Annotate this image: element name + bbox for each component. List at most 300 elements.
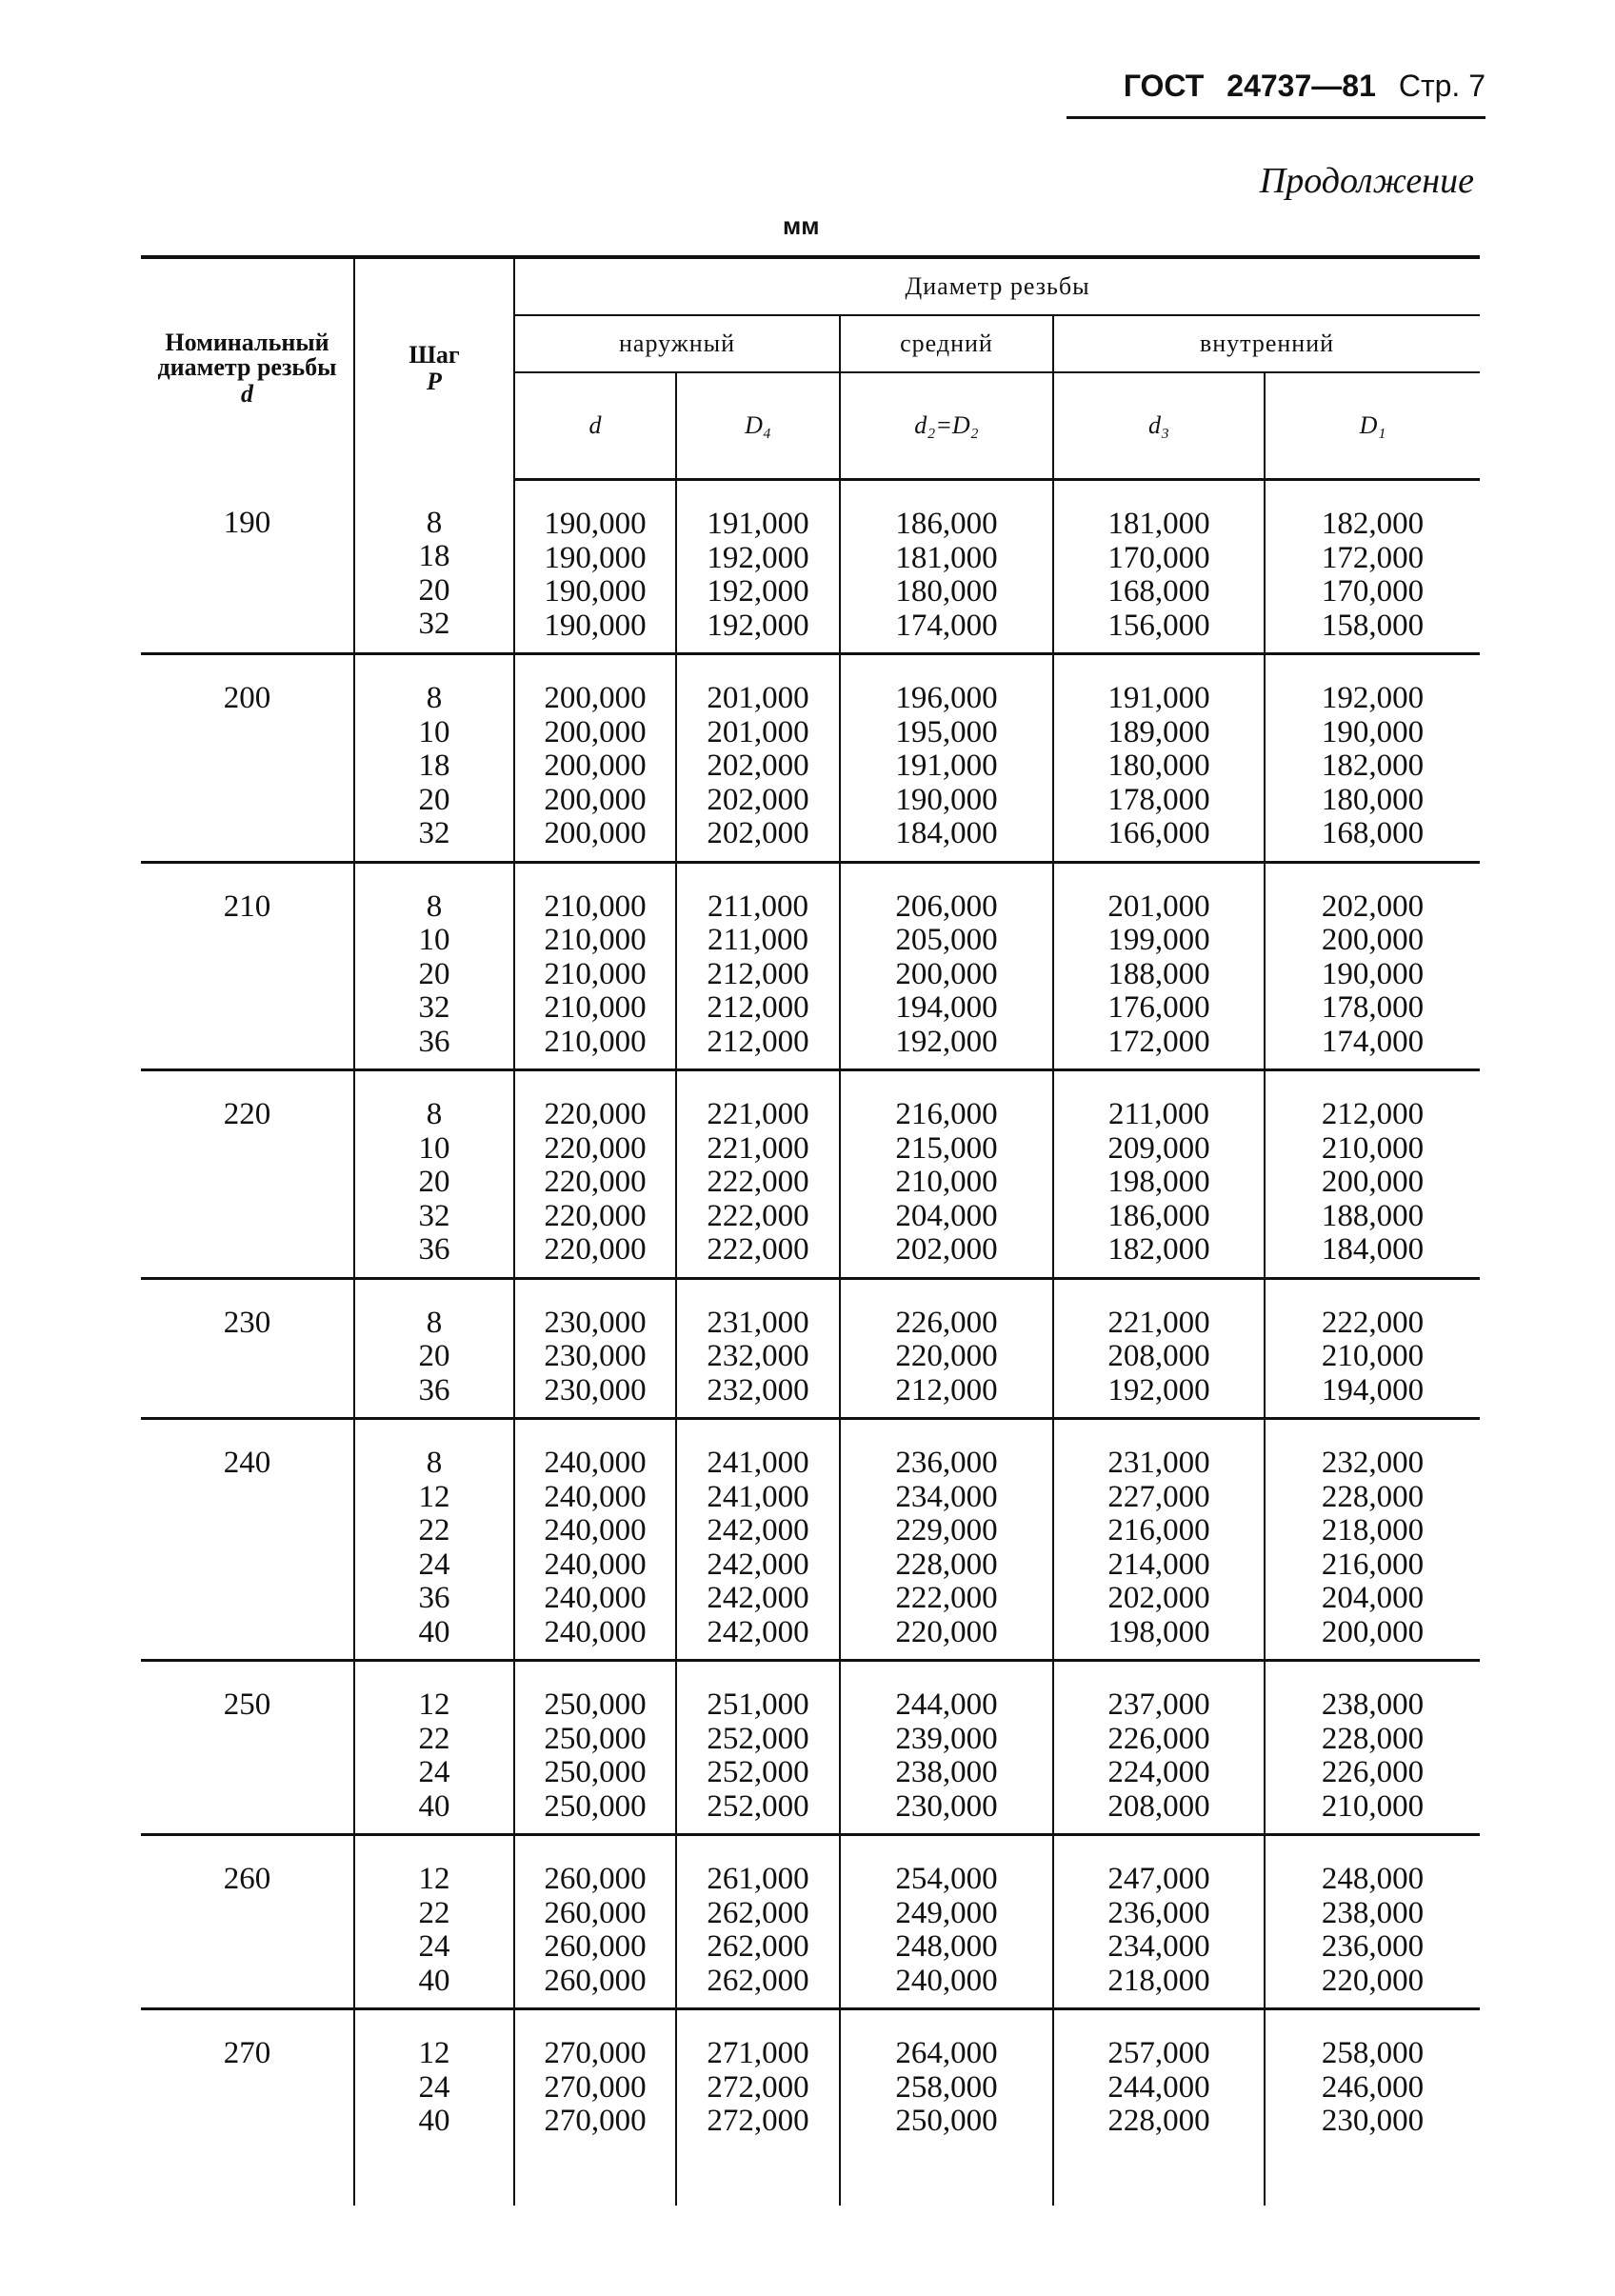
d2-middle-value: 264,000 (895, 2036, 998, 2070)
step-value: 22 (418, 1895, 450, 1930)
D1-inner-value: 190,000 (1321, 956, 1425, 991)
D4-outer-value: 231,000 (707, 1305, 809, 1340)
D1-inner-value: 228,000 (1321, 1721, 1425, 1756)
d2-middle-cell (840, 1278, 1053, 1419)
D1-inner-value: 182,000 (1321, 749, 1425, 783)
d2-middle-value: 186,000 (895, 507, 998, 541)
d3-inner-value: 166,000 (1107, 816, 1210, 850)
table-row (141, 1835, 1480, 2009)
d3-inner-value: 202,000 (1107, 1581, 1210, 1615)
D4-outer-value: 222,000 (707, 1232, 809, 1267)
d-outer-value: 210,000 (544, 1024, 647, 1059)
d-outer-cell (514, 1835, 676, 2009)
D1-inner-value: 174,000 (1321, 1024, 1425, 1059)
d-outer-value: 220,000 (544, 1130, 647, 1166)
step-value: 32 (418, 607, 450, 641)
D1-inner-cell (1265, 2009, 1480, 2206)
d-outer-value: 240,000 (544, 1446, 647, 1480)
d2-middle-value: 244,000 (895, 1687, 998, 1722)
d-outer-value: 220,000 (544, 1165, 647, 1199)
D1-inner-value: 220,000 (1321, 1963, 1425, 1998)
D4-outer-value: 211,000 (707, 923, 809, 957)
D1-inner-cell (1265, 1835, 1480, 2009)
header-col-D4: D₄ (676, 372, 840, 480)
d3-inner-cell (1053, 1661, 1265, 1835)
D1-inner-value: 246,000 (1321, 2069, 1425, 2105)
table-row (141, 2009, 1480, 2206)
D1-inner-value: 238,000 (1321, 1687, 1425, 1722)
D4-outer-cell (676, 2009, 840, 2206)
D1-inner-value: 170,000 (1321, 574, 1425, 609)
D4-outer-value: 191,000 (707, 507, 809, 541)
D1-inner-cell (1265, 1278, 1480, 1419)
d-outer-value: 240,000 (544, 1547, 647, 1582)
step-value: 40 (418, 2104, 450, 2138)
D4-outer-value: 241,000 (707, 1446, 809, 1480)
D1-inner-value: 168,000 (1321, 816, 1425, 850)
nominal-diameter-cell: 230 (141, 1278, 354, 1419)
nominal-group (141, 1661, 1480, 1835)
header-inner: внутренний (1053, 315, 1480, 372)
d3-inner-cell (1053, 2009, 1265, 2206)
header-diameter-group: Диаметр резьбы (514, 257, 1480, 315)
d3-inner-value: 181,000 (1107, 507, 1210, 541)
d3-inner-cell (1053, 1278, 1265, 1419)
d-outer-value: 220,000 (544, 1097, 647, 1131)
nominal-diameter-cell: 190 (141, 480, 354, 654)
D1-inner-value: 210,000 (1321, 1339, 1425, 1373)
d-outer-value: 220,000 (544, 1232, 647, 1267)
d3-inner-value: 224,000 (1107, 1755, 1210, 1789)
d3-inner-value: 227,000 (1107, 1479, 1210, 1514)
d3-inner-value: 172,000 (1107, 1024, 1210, 1059)
D1-inner-value: 232,000 (1321, 1446, 1425, 1480)
d3-inner-value: 186,000 (1107, 1198, 1210, 1233)
d3-inner-value: 209,000 (1107, 1130, 1210, 1166)
D4-outer-cell (676, 1070, 840, 1279)
step-value: 20 (418, 782, 450, 817)
d-outer-value: 230,000 (544, 1372, 647, 1408)
step-cell (354, 654, 514, 863)
D1-inner-value: 216,000 (1321, 1547, 1425, 1582)
d-outer-cell (514, 1419, 676, 1661)
step-cell (354, 1070, 514, 1279)
step-value: 24 (418, 1755, 450, 1789)
d2-middle-cell (840, 862, 1053, 1070)
D1-inner-value: 158,000 (1321, 608, 1425, 643)
d2-middle-cell (840, 654, 1053, 863)
step-value: 24 (418, 2069, 450, 2105)
D4-outer-value: 242,000 (707, 1513, 809, 1547)
d3-inner-cell (1053, 1835, 1265, 2009)
d-outer-cell (514, 480, 676, 654)
d3-inner-value: 192,000 (1107, 1372, 1210, 1408)
d-outer-value: 240,000 (544, 1614, 647, 1649)
d2-middle-value: 192,000 (895, 1024, 998, 1059)
D1-inner-cell (1265, 862, 1480, 1070)
d-outer-value: 240,000 (544, 1581, 647, 1615)
d3-inner-value: 156,000 (1107, 608, 1210, 643)
d-outer-value: 230,000 (544, 1305, 647, 1340)
d3-inner-value: 182,000 (1107, 1232, 1210, 1267)
nominal-group (141, 654, 1480, 863)
d2-middle-value: 205,000 (895, 923, 998, 957)
d-outer-value: 260,000 (544, 1895, 647, 1930)
D1-inner-value: 182,000 (1321, 507, 1425, 541)
d3-inner-value: 257,000 (1107, 2036, 1210, 2070)
d3-inner-value: 178,000 (1107, 782, 1210, 817)
D4-outer-value: 251,000 (707, 1687, 809, 1722)
d-outer-cell (514, 1070, 676, 1279)
d2-middle-value: 200,000 (895, 956, 998, 991)
d-outer-value: 270,000 (544, 2104, 647, 2138)
D1-inner-value: 238,000 (1321, 1895, 1425, 1930)
page-number: Стр. 7 (1398, 69, 1485, 103)
D4-outer-cell (676, 480, 840, 654)
D4-outer-value: 242,000 (707, 1547, 809, 1582)
d3-inner-value: 234,000 (1107, 1929, 1210, 1964)
D4-outer-value: 252,000 (707, 1755, 809, 1789)
d2-middle-cell (840, 1835, 1053, 2009)
d2-middle-value: 258,000 (895, 2069, 998, 2105)
d3-inner-cell (1053, 480, 1265, 654)
D4-outer-value: 252,000 (707, 1788, 809, 1824)
nominal-group (141, 480, 1480, 654)
d-outer-cell (514, 862, 676, 1070)
d3-inner-cell (1053, 1419, 1265, 1661)
D4-outer-value: 242,000 (707, 1581, 809, 1615)
step-value: 12 (418, 1687, 450, 1722)
nominal-diameter-cell: 200 (141, 654, 354, 863)
d2-middle-value: 240,000 (895, 1963, 998, 1998)
d3-inner-value: 198,000 (1107, 1614, 1210, 1649)
header-col-d2-D2: d₂=D₂ (840, 372, 1053, 480)
D1-inner-value: 188,000 (1321, 1198, 1425, 1233)
D1-inner-value: 210,000 (1321, 1130, 1425, 1166)
D4-outer-value: 261,000 (707, 1862, 809, 1896)
header-nominal-symbol: d (241, 379, 253, 408)
step-value: 40 (418, 1788, 450, 1824)
step-cell (354, 480, 514, 654)
D4-outer-value: 221,000 (707, 1097, 809, 1131)
d-outer-cell (514, 2009, 676, 2206)
d3-inner-value: 168,000 (1107, 574, 1210, 609)
D1-inner-value: 200,000 (1321, 1614, 1425, 1649)
d3-inner-cell (1053, 862, 1265, 1070)
D4-outer-cell (676, 1661, 840, 1835)
d2-middle-value: 248,000 (895, 1929, 998, 1964)
table-row (141, 862, 1480, 1070)
D4-outer-value: 202,000 (707, 782, 809, 817)
step-value: 8 (426, 505, 443, 540)
header-col-d: d (514, 372, 676, 480)
D1-inner-value: 230,000 (1321, 2104, 1425, 2138)
D1-inner-cell (1265, 480, 1480, 654)
header-step (354, 257, 514, 480)
D4-outer-value: 212,000 (707, 1024, 809, 1059)
D1-inner-value: 200,000 (1321, 923, 1425, 957)
d-outer-cell (514, 654, 676, 863)
d3-inner-value: 199,000 (1107, 923, 1210, 957)
d2-middle-value: 239,000 (895, 1721, 998, 1756)
step-cell (354, 1835, 514, 2009)
D4-outer-value: 192,000 (707, 574, 809, 609)
header-outer: наружный (514, 315, 840, 372)
nominal-diameter-cell: 250 (141, 1661, 354, 1835)
D4-outer-cell (676, 1419, 840, 1661)
nominal-diameter-cell: 220 (141, 1070, 354, 1279)
d3-inner-cell (1053, 654, 1265, 863)
D1-inner-value: 194,000 (1321, 1372, 1425, 1408)
d3-inner-value: 176,000 (1107, 990, 1210, 1025)
d-outer-value: 250,000 (544, 1687, 647, 1722)
step-value: 10 (418, 714, 450, 749)
D1-inner-cell (1265, 1419, 1480, 1661)
d2-middle-value: 174,000 (895, 608, 998, 643)
d2-middle-cell (840, 1661, 1053, 1835)
step-value: 40 (418, 1614, 450, 1649)
header-col-D1: D₁ (1265, 372, 1480, 480)
D1-inner-value: 212,000 (1321, 1097, 1425, 1131)
header-step-label: Шаг (409, 340, 460, 369)
d2-middle-value: 249,000 (895, 1895, 998, 1930)
d-outer-value: 260,000 (544, 1862, 647, 1896)
d2-middle-cell (840, 480, 1053, 654)
D4-outer-value: 272,000 (707, 2104, 809, 2138)
D4-outer-cell (676, 862, 840, 1070)
step-value: 24 (418, 1929, 450, 1964)
D4-outer-value: 202,000 (707, 816, 809, 850)
d2-middle-value: 220,000 (895, 1339, 998, 1373)
step-value: 36 (418, 1581, 450, 1615)
d2-middle-value: 216,000 (895, 1097, 998, 1131)
d2-middle-value: 250,000 (895, 2104, 998, 2138)
d2-middle-value: 181,000 (895, 540, 998, 575)
d2-middle-value: 226,000 (895, 1305, 998, 1340)
d-outer-value: 270,000 (544, 2036, 647, 2070)
table-row (141, 1278, 1480, 1419)
d-outer-cell (514, 1278, 676, 1419)
D1-inner-value: 200,000 (1321, 1165, 1425, 1199)
d2-middle-cell (840, 2009, 1053, 2206)
d-outer-value: 200,000 (544, 749, 647, 783)
nominal-group (141, 1419, 1480, 1661)
d-outer-cell (514, 1661, 676, 1835)
d2-middle-value: 190,000 (895, 782, 998, 817)
step-value: 8 (426, 1097, 443, 1131)
step-value: 22 (418, 1513, 450, 1547)
D4-outer-value: 212,000 (707, 990, 809, 1025)
table-row (141, 1661, 1480, 1835)
nominal-group (141, 862, 1480, 1070)
step-cell (354, 1278, 514, 1419)
d2-middle-value: 234,000 (895, 1479, 998, 1514)
d3-inner-value: 208,000 (1107, 1339, 1210, 1373)
D4-outer-value: 222,000 (707, 1198, 809, 1233)
D1-inner-value: 222,000 (1321, 1305, 1425, 1340)
d2-middle-value: 180,000 (895, 574, 998, 609)
d-outer-value: 190,000 (544, 608, 647, 643)
header-middle: средний (840, 315, 1053, 372)
D4-outer-value: 241,000 (707, 1479, 809, 1514)
d3-inner-value: 247,000 (1107, 1862, 1210, 1896)
d2-middle-value: 191,000 (895, 749, 998, 783)
table-row (141, 1070, 1480, 1279)
D4-outer-value: 232,000 (707, 1339, 809, 1373)
step-value: 10 (418, 1130, 450, 1166)
step-value: 18 (418, 539, 450, 573)
D4-outer-value: 201,000 (707, 714, 809, 749)
step-value: 12 (418, 2036, 450, 2070)
d2-middle-value: 195,000 (895, 714, 998, 749)
step-value: 36 (418, 1024, 450, 1059)
d2-middle-value: 212,000 (895, 1372, 998, 1408)
table-row (141, 1419, 1480, 1661)
D1-inner-value: 228,000 (1321, 1479, 1425, 1514)
d2-middle-value: 204,000 (895, 1198, 998, 1233)
d-outer-value: 270,000 (544, 2069, 647, 2105)
nominal-diameter-cell: 270 (223, 2036, 271, 2070)
d-outer-value: 200,000 (544, 816, 647, 850)
D1-inner-value: 190,000 (1321, 714, 1425, 749)
d-outer-value: 230,000 (544, 1339, 647, 1373)
D4-outer-value: 212,000 (707, 956, 809, 991)
table-row (141, 654, 1480, 863)
d3-inner-value: 214,000 (1107, 1547, 1210, 1582)
unit-label: мм (783, 211, 820, 240)
d2-middle-cell (840, 1419, 1053, 1661)
D4-outer-value: 272,000 (707, 2069, 809, 2105)
d-outer-value: 210,000 (544, 888, 647, 924)
d2-middle-value: 210,000 (895, 1165, 998, 1199)
nominal-group (141, 1070, 1480, 1279)
header-step-symbol: P (427, 367, 442, 395)
d-outer-value: 200,000 (544, 681, 647, 715)
D4-outer-value: 271,000 (707, 2036, 809, 2070)
step-value: 24 (418, 1547, 450, 1582)
D1-inner-value: 226,000 (1321, 1755, 1425, 1789)
D4-outer-value: 252,000 (707, 1721, 809, 1756)
d3-inner-cell (1053, 1070, 1265, 1279)
step-value: 18 (418, 749, 450, 783)
D1-inner-cell (1265, 1661, 1480, 1835)
nominal-group (141, 1835, 1480, 2009)
step-value: 22 (418, 1721, 450, 1756)
table-row (141, 480, 1480, 654)
step-value: 20 (418, 956, 450, 991)
d-outer-value: 240,000 (544, 1479, 647, 1514)
D4-outer-value: 192,000 (707, 540, 809, 575)
d3-inner-value: 226,000 (1107, 1721, 1210, 1756)
step-value: 12 (418, 1479, 450, 1514)
nominal-diameter-cell: 240 (141, 1419, 354, 1661)
d3-inner-value: 237,000 (1107, 1687, 1210, 1722)
d2-middle-value: 220,000 (895, 1614, 998, 1649)
thread-diameter-table (141, 255, 1480, 2206)
step-value: 8 (426, 681, 443, 715)
d-outer-value: 190,000 (544, 507, 647, 541)
D1-inner-value: 192,000 (1321, 681, 1425, 715)
step-cell (354, 2009, 514, 2206)
step-value: 20 (418, 1165, 450, 1199)
d3-inner-value: 208,000 (1107, 1788, 1210, 1824)
d3-inner-value: 188,000 (1107, 956, 1210, 991)
step-value: 36 (418, 1232, 450, 1267)
d3-inner-value: 228,000 (1107, 2104, 1210, 2138)
standard-label: ГОСТ (1123, 69, 1205, 103)
d-outer-value: 190,000 (544, 574, 647, 609)
d3-inner-value: 170,000 (1107, 540, 1210, 575)
d-outer-value: 260,000 (544, 1929, 647, 1964)
d2-middle-value: 184,000 (895, 816, 998, 850)
step-value: 32 (418, 816, 450, 850)
nominal-diameter-cell: 210 (141, 862, 354, 1070)
step-value: 12 (418, 1862, 450, 1896)
d-outer-value: 210,000 (544, 956, 647, 991)
D1-inner-value: 218,000 (1321, 1513, 1425, 1547)
nominal-group (141, 1278, 1480, 1419)
d3-inner-value: 211,000 (1107, 1097, 1210, 1131)
nominal-diameter-cell: 260 (141, 1835, 354, 2009)
step-value: 32 (418, 1198, 450, 1233)
D4-outer-value: 211,000 (707, 888, 809, 924)
step-value: 10 (418, 923, 450, 957)
D1-inner-value: 236,000 (1321, 1929, 1425, 1964)
D4-outer-cell (676, 1278, 840, 1419)
D4-outer-value: 192,000 (707, 608, 809, 643)
D1-inner-value: 184,000 (1321, 1232, 1425, 1267)
step-value: 20 (418, 572, 450, 608)
step-cell (354, 1661, 514, 1835)
D4-outer-value: 232,000 (707, 1372, 809, 1408)
D1-inner-value: 210,000 (1321, 1788, 1425, 1824)
D1-inner-cell (1265, 1070, 1480, 1279)
d2-middle-value: 215,000 (895, 1130, 998, 1166)
d3-inner-value: 236,000 (1107, 1895, 1210, 1930)
D4-outer-value: 262,000 (707, 1895, 809, 1930)
step-value: 20 (418, 1339, 450, 1373)
header-col-d3: d₃ (1053, 372, 1265, 480)
d3-inner-value: 189,000 (1107, 714, 1210, 749)
d3-inner-value: 198,000 (1107, 1165, 1210, 1199)
step-value: 8 (426, 1446, 443, 1480)
d2-middle-value: 194,000 (895, 990, 998, 1025)
D4-outer-value: 201,000 (707, 681, 809, 715)
D1-inner-value: 180,000 (1321, 782, 1425, 817)
D4-outer-cell (676, 1835, 840, 2009)
step-value: 32 (418, 990, 450, 1025)
d2-middle-value: 196,000 (895, 681, 998, 715)
table-header (141, 257, 1480, 480)
header-rule (1067, 116, 1485, 119)
step-value: 36 (418, 1372, 450, 1408)
step-value: 40 (418, 1963, 450, 1998)
D4-outer-value: 262,000 (707, 1929, 809, 1964)
d-outer-value: 210,000 (544, 923, 647, 957)
d-outer-value: 190,000 (544, 540, 647, 575)
step-value: 8 (426, 1305, 443, 1340)
d3-inner-value: 191,000 (1107, 681, 1210, 715)
nominal-group (141, 2009, 1480, 2206)
d2-middle-value: 222,000 (895, 1581, 998, 1615)
d-outer-value: 240,000 (544, 1513, 647, 1547)
D4-outer-cell (676, 654, 840, 863)
d-outer-value: 250,000 (544, 1721, 647, 1756)
D4-outer-value: 262,000 (707, 1963, 809, 1998)
d2-middle-cell (840, 1070, 1053, 1279)
d2-middle-value: 254,000 (895, 1862, 998, 1896)
d2-middle-value: 229,000 (895, 1513, 998, 1547)
